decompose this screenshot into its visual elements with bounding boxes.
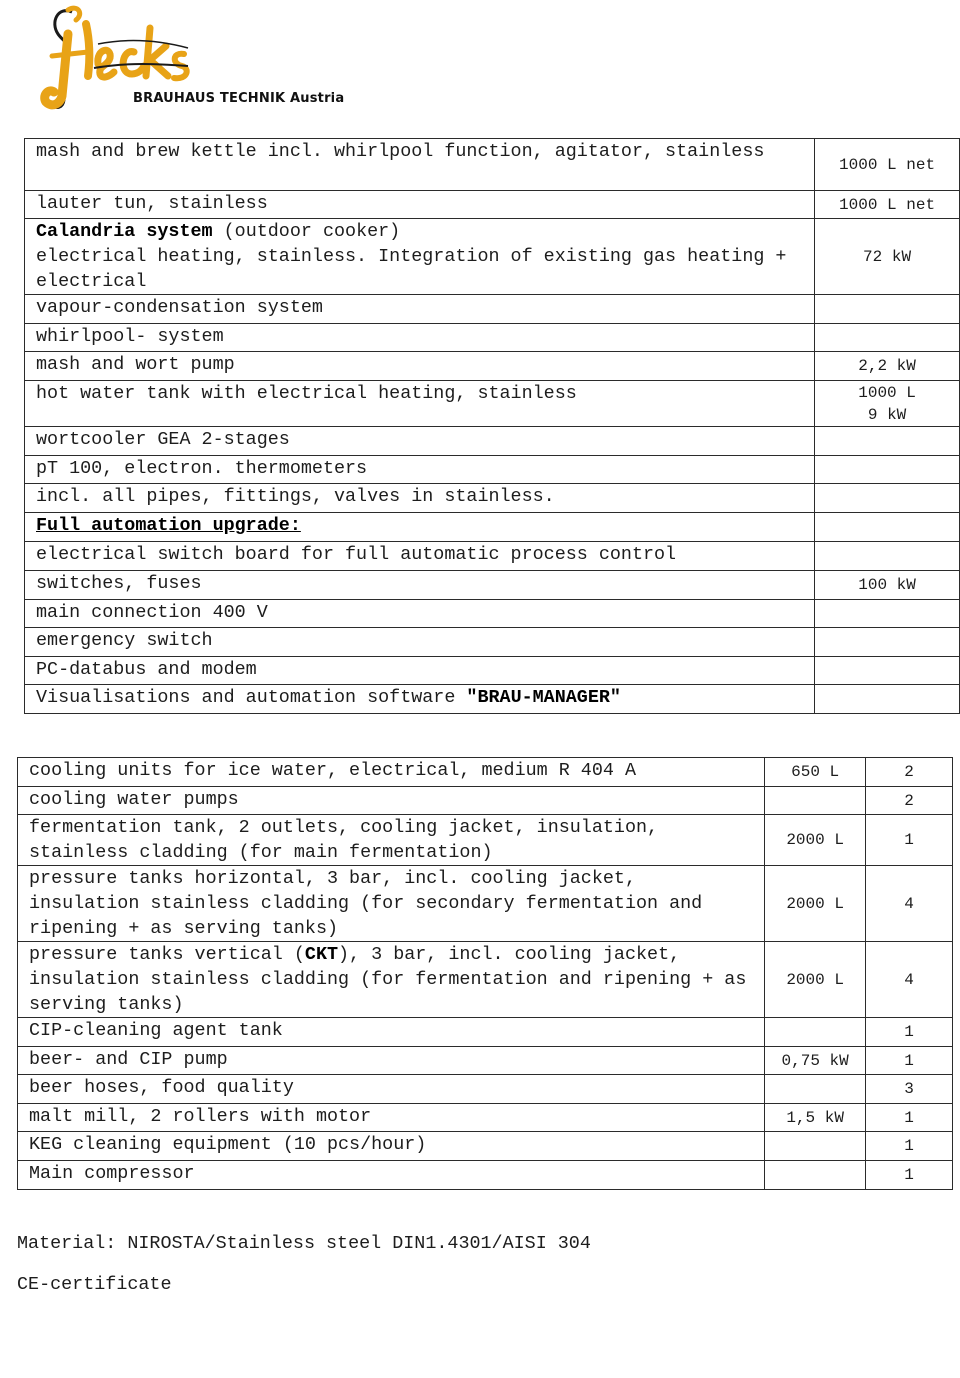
item-quantity: 2 [866, 758, 953, 787]
section-heading: Full automation upgrade: [36, 515, 301, 536]
item-description [18, 1161, 765, 1190]
table-row [18, 1075, 953, 1104]
description-text: electrical switch board for full automatic process control [36, 544, 677, 565]
description-text: Visualisations and automation software [36, 687, 467, 708]
table-row [18, 1132, 953, 1161]
table-row [25, 600, 960, 628]
description-text: pressure tanks horizontal, 3 bar, incl. cooling jacket, insulation stainless cladding (for secondary fermentation and ripening + as serving tanks) [29, 868, 703, 939]
item-description [18, 1104, 765, 1132]
item-description [25, 657, 815, 685]
table-row [25, 139, 960, 191]
item-description [25, 352, 815, 381]
table-row [25, 513, 960, 542]
item-value [815, 324, 960, 352]
description-text: mash and brew kettle incl. whirlpool function, agitator, stainless [36, 141, 765, 162]
description-text: main connection 400 V [36, 602, 268, 623]
software-name: "BRAU-MANAGER" [466, 687, 621, 708]
table-row [25, 685, 960, 714]
item-value [815, 191, 960, 219]
item-quantity: 2 [866, 787, 953, 815]
description-text: emergency switch [36, 630, 213, 651]
item-spec [765, 787, 866, 815]
item-description [25, 324, 815, 352]
table-row [25, 456, 960, 484]
table-row [25, 571, 960, 600]
item-spec: 2000 L [765, 815, 866, 866]
item-description [25, 427, 815, 456]
item-quantity: 1 [866, 1161, 953, 1190]
item-spec [765, 1018, 866, 1047]
description-text: cooling water pumps [29, 789, 239, 810]
description-text: CIP-cleaning agent tank [29, 1020, 283, 1041]
item-quantity: 1 [866, 1104, 953, 1132]
item-spec: 1,5 kW [765, 1104, 866, 1132]
description-text: fermentation tank, 2 outlets, cooling jacket, insulation, stainless cladding (for main fermentation) [29, 817, 659, 863]
table-row [25, 427, 960, 456]
item-value [815, 381, 960, 427]
item-description [25, 484, 815, 513]
item-spec [765, 1075, 866, 1104]
item-description [18, 758, 765, 787]
description-text: malt mill, 2 rollers with motor [29, 1106, 372, 1127]
description-text: mash and wort pump [36, 354, 235, 375]
table-row [18, 758, 953, 787]
table-row [25, 628, 960, 657]
item-value [815, 657, 960, 685]
bold-term: CKT [304, 944, 339, 965]
description-text: PC-databus and modem [36, 659, 257, 680]
item-spec: 2000 L [765, 942, 866, 1018]
description-text: whirlpool- system [36, 326, 224, 347]
item-quantity: 1 [866, 1047, 953, 1075]
value-text: 1000 L 9 kW [858, 383, 916, 424]
table-row [25, 352, 960, 381]
item-description [25, 685, 815, 714]
item-value [815, 513, 960, 542]
item-description [18, 942, 765, 1018]
cellar-equipment-table [17, 757, 953, 1190]
item-description [25, 456, 815, 484]
item-description [25, 191, 815, 219]
description-text: hot water tank with electrical heating, stainless [36, 383, 577, 404]
item-quantity: 3 [866, 1075, 953, 1104]
company-logo [38, 4, 345, 116]
table-row [18, 787, 953, 815]
value-text: 100 kW [858, 576, 916, 594]
item-description [18, 1132, 765, 1161]
item-spec: 650 L [765, 758, 866, 787]
value-text: 72 kW [863, 247, 912, 266]
item-description [25, 600, 815, 628]
item-spec [765, 1132, 866, 1161]
item-description [25, 381, 815, 427]
value-text: 2,2 kW [858, 357, 916, 375]
table-row [18, 1161, 953, 1190]
table-row [18, 815, 953, 866]
table-row [18, 866, 953, 942]
description-text: vapour-condensation system [36, 297, 323, 318]
item-value [815, 219, 960, 295]
description-text: incl. all pipes, fittings, valves in stainless. [36, 486, 555, 507]
item-value [815, 571, 960, 600]
item-quantity: 1 [866, 815, 953, 866]
item-value [815, 352, 960, 381]
table-row [18, 1104, 953, 1132]
item-description [25, 219, 815, 295]
item-value [815, 484, 960, 513]
item-description [18, 1047, 765, 1075]
description-text: cooling units for ice water, electrical, medium R 404 A [29, 760, 636, 781]
table-row [25, 381, 960, 427]
item-quantity: 1 [866, 1018, 953, 1047]
description-text: beer hoses, food quality [29, 1077, 294, 1098]
item-description [18, 1018, 765, 1047]
item-description [25, 542, 815, 571]
item-description [25, 513, 815, 542]
value-text: 1000 L net [839, 155, 936, 174]
table-row [25, 324, 960, 352]
table-row [18, 942, 953, 1018]
description-text: ), 3 bar, incl. cooling jacket, insulation stainless cladding (for fermentation and ripening + as serving tanks) [29, 944, 747, 1015]
item-description [18, 787, 765, 815]
table-row [18, 1047, 953, 1075]
item-value [815, 685, 960, 714]
logo-tagline: BRAUHAUS TECHNIK Austria [133, 91, 345, 106]
bold-term: Calandria system [36, 221, 213, 242]
item-value [815, 628, 960, 657]
value-text: 1000 L net [839, 195, 936, 214]
table-row [25, 295, 960, 324]
item-description [18, 815, 765, 866]
description-prefix: pressure tanks vertical ( [29, 944, 305, 965]
table-row [18, 1018, 953, 1047]
item-value [815, 427, 960, 456]
description-text: beer- and CIP pump [29, 1049, 228, 1070]
item-quantity: 4 [866, 866, 953, 942]
table-row [25, 542, 960, 571]
item-description [25, 571, 815, 600]
item-value [815, 295, 960, 324]
item-description [18, 866, 765, 942]
description-text: pT 100, electron. thermometers [36, 458, 368, 479]
table-row [25, 657, 960, 685]
brewhouse-equipment-table [24, 138, 960, 714]
material-note: Material: NIROSTA/Stainless steel DIN1.4301/AISI 304 [17, 1233, 591, 1254]
item-spec [765, 1161, 866, 1190]
item-value [815, 456, 960, 484]
certificate-note: CE-certificate [17, 1274, 172, 1295]
description-text: wortcooler GEA 2-stages [36, 429, 290, 450]
item-description [18, 1075, 765, 1104]
item-spec: 0,75 kW [765, 1047, 866, 1075]
item-quantity: 1 [866, 1132, 953, 1161]
item-value [815, 542, 960, 571]
description-text: switches, fuses [36, 573, 202, 594]
table-row [25, 484, 960, 513]
item-quantity: 4 [866, 942, 953, 1018]
description-text: (outdoor cooker) electrical heating, stainless. Integration of existing gas heating + electrical [36, 221, 787, 292]
item-description [25, 139, 815, 191]
description-text: lauter tun, stainless [36, 193, 268, 214]
description-text: KEG cleaning equipment (10 pcs/hour) [29, 1134, 427, 1155]
item-description [25, 628, 815, 657]
table-row [25, 219, 960, 295]
description-text: Main compressor [29, 1163, 195, 1184]
item-spec: 2000 L [765, 866, 866, 942]
item-value [815, 600, 960, 628]
item-value [815, 139, 960, 191]
item-description [25, 295, 815, 324]
table-row [25, 191, 960, 219]
